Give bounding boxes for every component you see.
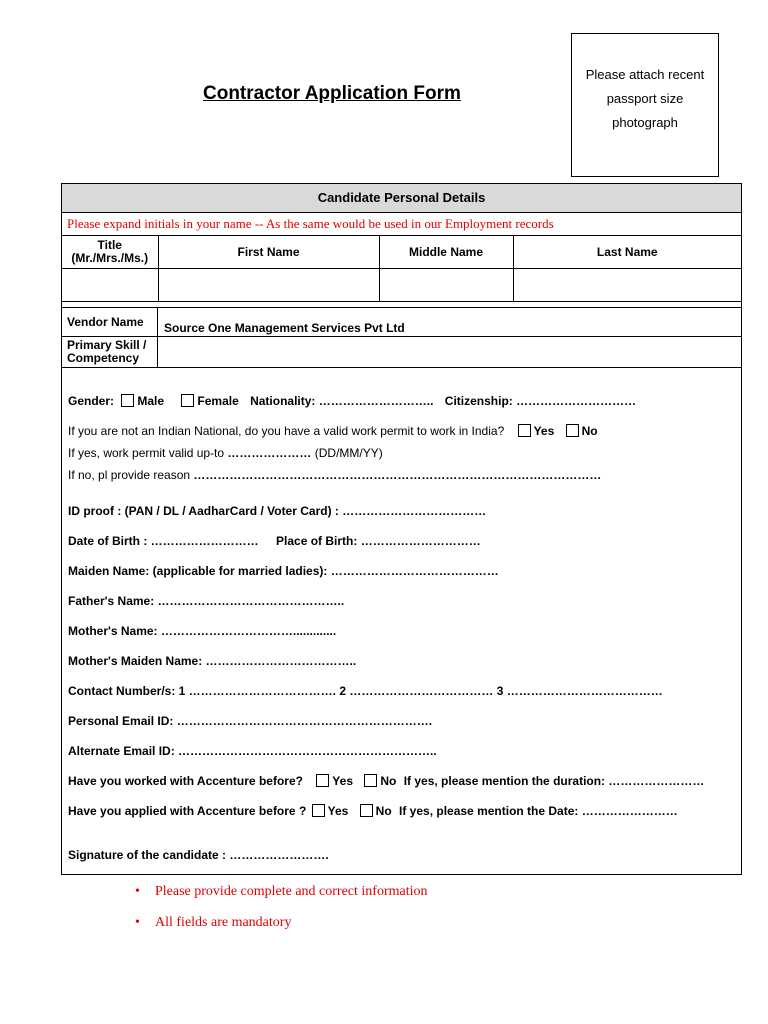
worked-yes-label: Yes bbox=[332, 773, 353, 788]
first-name-cell[interactable] bbox=[158, 268, 379, 301]
skill-label bbox=[62, 337, 158, 367]
last-name-cell[interactable] bbox=[513, 268, 741, 301]
worked-before-row bbox=[68, 774, 704, 788]
permit-yes-checkbox[interactable] bbox=[518, 424, 531, 437]
bullet-icon: • bbox=[135, 884, 140, 899]
personal-email-field[interactable]: Personal Email ID: ………………………………………………………. bbox=[68, 713, 433, 728]
applied-before-question: Have you applied with Accenture before ? bbox=[68, 803, 307, 818]
permit-yes-label: Yes bbox=[533, 423, 555, 438]
permit-question: If you are not an Indian National, do you have a valid work permit to work in India? bbox=[68, 423, 505, 438]
initials-note: Please expand initials in your name -- As the same would be used in our Employment records bbox=[62, 213, 741, 236]
middle-name-header: Middle Name bbox=[379, 236, 513, 268]
permit-question-row bbox=[68, 424, 598, 438]
photo-instruction-line: passport size bbox=[606, 91, 684, 106]
permit-no-label: No bbox=[581, 423, 598, 438]
id-proof-field[interactable]: ID proof : (PAN / DL / AadharCard / Voter Card) : ……………………………… bbox=[68, 503, 487, 518]
section-header: Candidate Personal Details bbox=[62, 184, 741, 213]
alternate-email-field[interactable]: Alternate Email ID: ……………………………………………………….. bbox=[68, 743, 437, 758]
gender-row bbox=[68, 394, 636, 408]
personal-details-sheet bbox=[61, 183, 742, 875]
applied-before-row bbox=[68, 804, 678, 818]
skill-label-line1: Primary Skill / bbox=[67, 337, 147, 352]
worked-yes-checkbox[interactable] bbox=[316, 774, 329, 787]
mother-name-field[interactable]: Mother's Name: ……………………………............. bbox=[68, 623, 337, 638]
date-of-birth-field[interactable]: Date of Birth : ……………………… bbox=[68, 533, 259, 548]
permit-no-checkbox[interactable] bbox=[566, 424, 579, 437]
birth-row bbox=[68, 534, 481, 548]
photo-placeholder-box bbox=[571, 33, 719, 177]
permit-validity-label: If yes, work permit valid up-to bbox=[68, 445, 225, 460]
skill-label-line2: Competency bbox=[67, 350, 140, 365]
form-title: Contractor Application Form bbox=[203, 83, 461, 104]
photo-instruction-line: Please attach recent bbox=[585, 67, 705, 82]
permit-validity-field[interactable]: ………………… bbox=[227, 445, 312, 460]
worked-no-checkbox[interactable] bbox=[364, 774, 377, 787]
vendor-label: Vendor Name bbox=[62, 308, 158, 336]
father-name-field[interactable]: Father's Name: ……………………………………….. bbox=[68, 593, 345, 608]
reason-row bbox=[68, 468, 601, 482]
skill-row bbox=[62, 337, 741, 368]
skill-value[interactable] bbox=[158, 337, 741, 367]
title-header bbox=[62, 236, 158, 268]
detail-fields bbox=[62, 368, 741, 874]
vendor-row bbox=[62, 308, 741, 337]
contact-numbers-field[interactable]: Contact Number/s: 1 ………………………………. 2 ……………………………… 3 ………………………………… bbox=[68, 683, 663, 698]
female-checkbox[interactable] bbox=[181, 394, 194, 407]
male-label: Male bbox=[137, 393, 165, 408]
last-name-header: Last Name bbox=[513, 236, 741, 268]
applied-no-checkbox[interactable] bbox=[360, 804, 373, 817]
permit-validity-row bbox=[68, 446, 383, 460]
title-cell[interactable] bbox=[62, 268, 158, 301]
photo-instruction-line: photograph bbox=[612, 115, 678, 130]
instruction-list bbox=[135, 884, 428, 946]
applied-no-label: No bbox=[375, 803, 392, 818]
bullet-icon: • bbox=[135, 915, 140, 930]
applied-date-field[interactable]: If yes, please mention the Date: …………………… bbox=[399, 803, 678, 818]
list-item bbox=[135, 915, 428, 946]
vendor-value[interactable]: Source One Management Services Pvt Ltd bbox=[164, 320, 405, 335]
worked-duration-field[interactable]: If yes, please mention the duration: …………………… bbox=[403, 773, 705, 788]
name-table bbox=[62, 236, 741, 302]
middle-name-cell[interactable] bbox=[379, 268, 513, 301]
reason-field[interactable]: ………………………………………………………………………………………… bbox=[193, 467, 602, 482]
applied-yes-label: Yes bbox=[327, 803, 349, 818]
bullet-text: All fields are mandatory bbox=[155, 915, 292, 930]
permit-validity-format: (DD/MM/YY) bbox=[314, 445, 383, 460]
worked-no-label: No bbox=[380, 773, 397, 788]
citizenship-field[interactable]: Citizenship: ………………………… bbox=[444, 393, 637, 408]
title-header-line2: (Mr./Mrs./Ms.) bbox=[71, 250, 149, 265]
applied-yes-checkbox[interactable] bbox=[312, 804, 325, 817]
nationality-field[interactable]: Nationality: ……………………….. bbox=[250, 393, 434, 408]
reason-label: If no, pl provide reason bbox=[68, 467, 191, 482]
mother-maiden-name-field[interactable]: Mother's Maiden Name: ……………………………….. bbox=[68, 653, 357, 668]
worked-before-question: Have you worked with Accenture before? bbox=[68, 773, 303, 788]
female-label: Female bbox=[197, 393, 239, 408]
list-item bbox=[135, 884, 428, 915]
bullet-text: Please provide complete and correct information bbox=[155, 884, 428, 899]
maiden-name-field[interactable]: Maiden Name: (applicable for married ladies): …………………………………… bbox=[68, 563, 499, 578]
first-name-header: First Name bbox=[158, 236, 379, 268]
place-of-birth-field[interactable]: Place of Birth: ………………………… bbox=[276, 533, 481, 548]
gender-label: Gender: bbox=[68, 393, 115, 408]
signature-field[interactable]: Signature of the candidate : ……………………. bbox=[68, 847, 329, 862]
male-checkbox[interactable] bbox=[121, 394, 134, 407]
title-header-line1: Title bbox=[97, 237, 122, 252]
